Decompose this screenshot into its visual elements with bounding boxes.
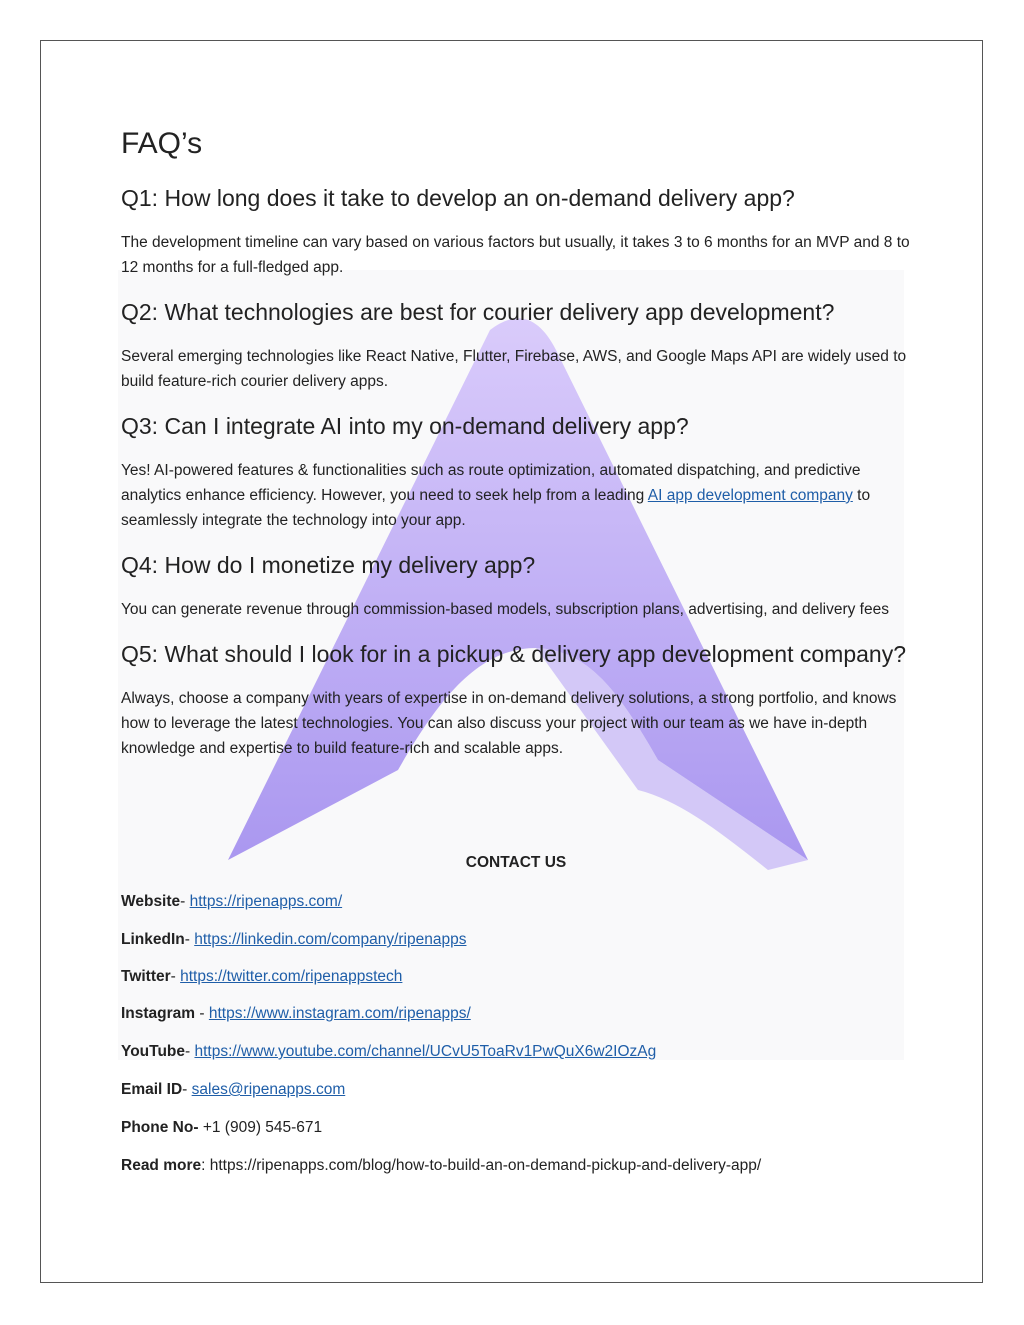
twitter-link[interactable]: https://twitter.com/ripenappstech <box>180 968 403 985</box>
email-link[interactable]: sales@ripenapps.com <box>191 1081 346 1098</box>
linkedin-separator: - <box>184 931 195 948</box>
instagram-separator: - <box>195 1005 209 1022</box>
faq-answer-1: The development timeline can vary based on various factors but usually, it takes 3 to 6 months for an MVP and 8 to 12 months for a full-fledged app. <box>121 234 910 276</box>
faq-answer-3-text-after: to seamlessly integrate the technology into your app. <box>121 487 871 529</box>
contact-youtube <box>121 1041 656 1063</box>
faq-answer-3-text-before: Yes! AI-powered features & functionalities such as route optimization, automated dispatching, and predictive analytics enhance efficiency. However, you need to seek help from a leading <box>121 462 861 504</box>
contact-linkedin <box>121 929 466 951</box>
website-separator: - <box>180 893 190 910</box>
youtube-link[interactable]: https://www.youtube.com/channel/UCvU5ToaRv1PwQuX6w2IOzAg <box>194 1043 657 1060</box>
page-title: FAQ’s <box>121 127 203 160</box>
faq-answer-5: Always, choose a company with years of expertise in on-demand delivery solutions, a strong portfolio, and knows how to leverage the latest technologies. You can also discuss your project with our team as we have in-depth knowledge and expertise to build feature-rich and scalable apps. <box>121 690 897 757</box>
faq-question-3: Q3: Can I integrate AI into my on-demand delivery app? <box>121 413 689 439</box>
twitter-separator: - <box>170 968 181 985</box>
faq-answer-4: You can generate revenue through commission-based models, subscription plans, advertising, and delivery fees <box>121 601 889 618</box>
faq-question-2: Q2: What technologies are best for courier delivery app development? <box>121 299 835 325</box>
contact-email <box>121 1079 345 1101</box>
instagram-label: Instagram <box>121 1005 196 1022</box>
contact-website <box>121 891 342 913</box>
faq-question-5: Q5: What should I look for in a pickup & delivery app development company? <box>121 641 906 667</box>
faq-question-1: Q1: How long does it take to develop an on-demand delivery app? <box>121 185 795 211</box>
email-label: Email ID <box>121 1081 183 1098</box>
ai-app-development-company-link[interactable]: AI app development company <box>647 487 853 504</box>
twitter-label: Twitter <box>121 968 171 985</box>
readmore-label: Read more <box>121 1157 202 1174</box>
email-separator: - <box>182 1081 192 1098</box>
website-label: Website <box>121 893 181 910</box>
phone-number: +1 (909) 545-671 <box>202 1119 323 1136</box>
readmore-url: https://ripenapps.com/blog/how-to-build-an-on-demand-pickup-and-delivery-app/ <box>209 1157 762 1174</box>
contact-instagram <box>121 1003 471 1025</box>
website-link[interactable]: https://ripenapps.com/ <box>189 893 343 910</box>
contact-twitter <box>121 966 402 988</box>
contact-phone <box>121 1117 322 1139</box>
youtube-separator: - <box>185 1043 195 1060</box>
readmore-separator: : <box>201 1157 210 1174</box>
contact-section <box>121 0 911 1325</box>
linkedin-link[interactable]: https://linkedin.com/company/ripenapps <box>194 931 467 948</box>
faq-answer-2: Several emerging technologies like React Native, Flutter, Firebase, AWS, and Google Maps API are widely used to build feature-rich courier delivery apps. <box>121 348 907 390</box>
faq-question-4: Q4: How do I monetize my delivery app? <box>121 552 536 578</box>
phone-label: Phone No- <box>121 1119 199 1136</box>
instagram-link[interactable]: https://www.instagram.com/ripenapps/ <box>208 1005 471 1022</box>
contact-readmore <box>121 1155 761 1177</box>
youtube-label: YouTube <box>121 1043 185 1060</box>
contact-heading: CONTACT US <box>465 854 567 871</box>
linkedin-label: LinkedIn <box>121 931 185 948</box>
